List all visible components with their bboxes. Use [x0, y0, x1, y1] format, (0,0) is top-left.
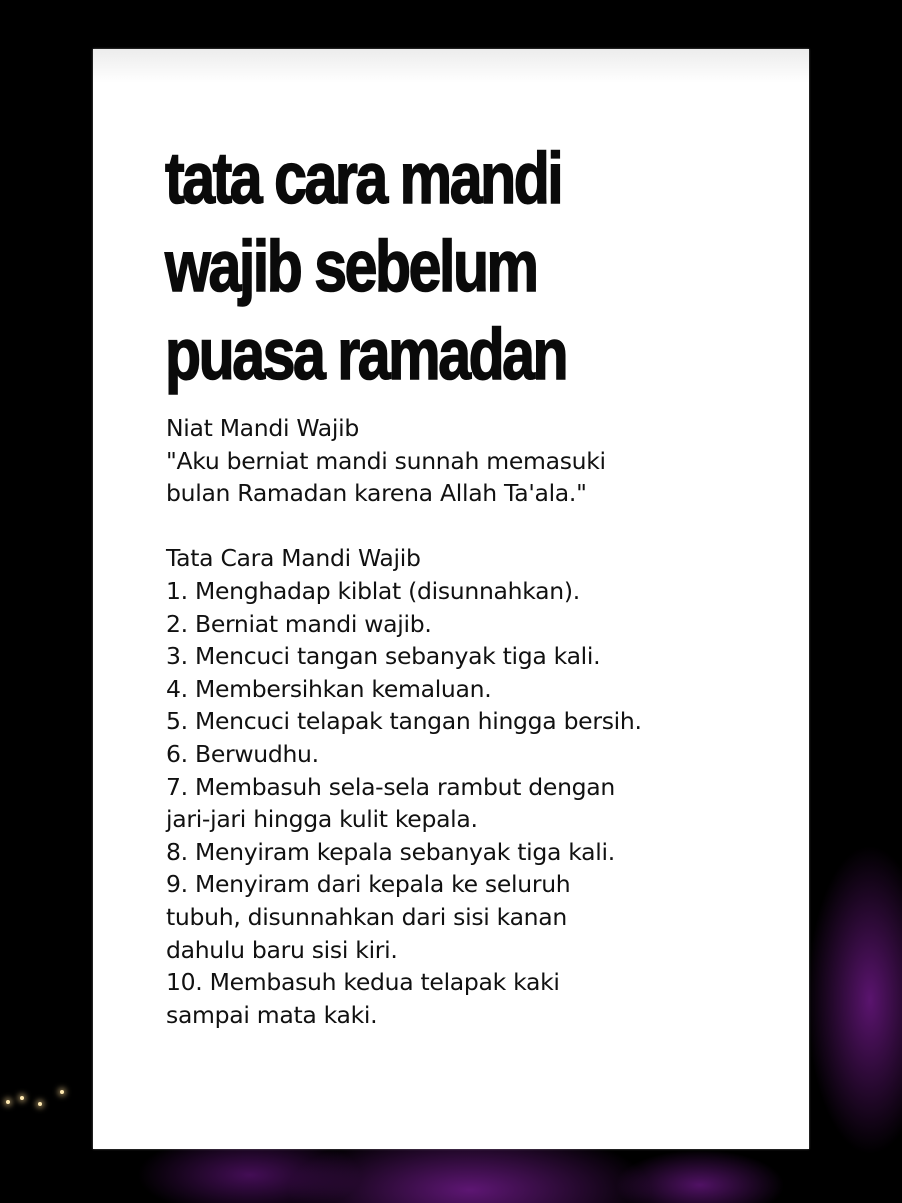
step-line: dahulu baru sisi kiri.	[166, 935, 398, 964]
niat-quote-line: bulan Ramadan karena Allah Ta'ala."	[166, 479, 587, 508]
step-line: 8. Menyiram kepala sebanyak tiga kali.	[166, 837, 615, 866]
step-line: tubuh, disunnahkan dari sisi kanan	[166, 902, 567, 931]
title-line: puasa ramadan	[165, 315, 567, 395]
niat-quote-line: "Aku berniat mandi sunnah memasuki	[166, 446, 606, 475]
title-line: tata cara mandi	[165, 139, 562, 219]
light-dot	[38, 1102, 42, 1106]
tata-cara-heading: Tata Cara Mandi Wajib	[166, 544, 421, 573]
city-lights-decoration	[0, 1060, 90, 1120]
step-line: 7. Membasuh sela-sela rambut dengan	[166, 772, 615, 801]
light-dot	[6, 1100, 10, 1104]
step-line: sampai mata kaki.	[166, 1000, 378, 1029]
step-line: jari-jari hingga kulit kepala.	[166, 805, 478, 834]
step-line: 9. Menyiram dari kepala ke seluruh	[166, 870, 571, 899]
step-line: 10. Membasuh kedua telapak kaki	[166, 968, 560, 997]
niat-heading: Niat Mandi Wajib	[166, 414, 359, 442]
step-line: 2. Berniat mandi wajib.	[166, 609, 432, 638]
content-card	[93, 49, 809, 1149]
card-top-shade	[93, 49, 809, 83]
page-title	[165, 135, 624, 399]
title-line: wajib sebelum	[165, 227, 537, 307]
step-line: 4. Membersihkan kemaluan.	[166, 674, 492, 703]
step-line: 5. Mencuci telapak tangan hingga bersih.	[166, 707, 642, 736]
light-dot	[60, 1090, 64, 1094]
paragraph-gap	[166, 510, 786, 543]
step-line: 1. Menghadap kiblat (disunnahkan).	[166, 576, 580, 605]
light-dot	[20, 1096, 24, 1100]
step-line: 3. Mencuci tangan sebanyak tiga kali.	[166, 642, 601, 671]
step-line: 6. Berwudhu.	[166, 739, 319, 768]
article-body	[166, 412, 786, 1031]
